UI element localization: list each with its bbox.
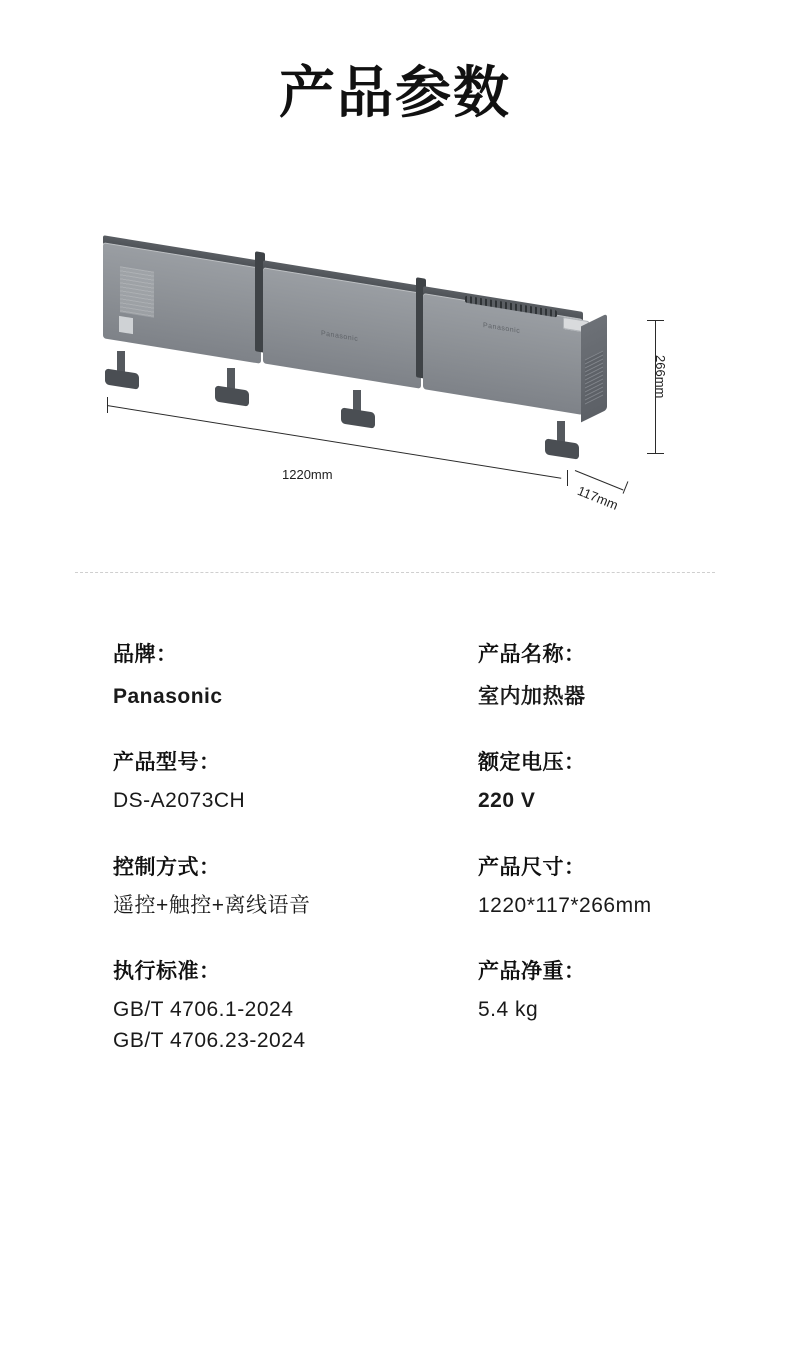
brand-mark-right: Panasonic [483,321,521,336]
spec-row [113,638,733,712]
spec-label-dimensions: 产品尺寸： [478,855,586,879]
spec-cell-brand [113,638,478,712]
depth-tick-right [623,481,629,493]
spec-row [113,851,733,921]
spec-row [113,746,733,816]
spec-value-product-name: 室内加热器 [478,685,586,708]
side-vent-slots [585,351,603,406]
depth-dimension-label: 117mm [575,483,621,513]
heater-graphic [75,225,635,465]
page-title: 产品参数 [279,61,511,124]
product-illustration [75,225,715,525]
spec-label-product-name: 产品名称： [478,643,586,666]
spec-label-control-method: 控制方式： [113,855,221,879]
spec-label-brand: 品牌： [113,643,178,666]
width-tick-right [567,470,568,486]
spec-cell-model [113,746,478,816]
rating-label-sticker-secondary [119,316,133,334]
foot-base-2 [215,385,249,406]
spec-cell-standard [113,955,478,1056]
spec-label-voltage: 额定电压： [478,751,586,775]
height-dimension-label: 266mm [653,355,668,399]
rating-label-sticker [120,266,154,318]
spec-label-standard: 执行标准： [113,960,221,984]
spec-value-standard-2: GB/T 4706.23-2024 [113,1028,306,1052]
spec-value-model: DS-A2073CH [113,789,246,813]
spec-cell-voltage [478,746,733,816]
brand-mark-middle: Panasonic [321,329,359,344]
spec-value-brand: Panasonic [113,685,223,708]
spec-value-standard-1: GB/T 4706.1-2024 [113,998,294,1022]
spec-label-model: 产品型号： [113,751,221,775]
spec-value-voltage: 220 V [478,789,536,813]
spec-value-dimensions: 1220*117*266mm [478,893,652,917]
spec-cell-dimensions [478,851,733,921]
spec-value-net-weight: 5.4 kg [478,998,539,1022]
spec-row [113,955,733,1056]
height-tick-bottom [647,453,664,454]
spec-label-net-weight: 产品净重： [478,960,586,984]
spec-value-control-method: 遥控+触控+离线语音 [113,893,311,917]
foot-base-1 [105,368,139,389]
spec-cell-product-name [478,638,733,712]
section-divider [75,572,715,573]
spec-cell-net-weight [478,955,733,1056]
foot-base-3 [341,407,375,428]
width-dimension-label: 1220mm [282,467,333,482]
foot-base-4 [545,438,579,459]
spec-cell-control-method [113,851,478,921]
specifications-table [113,638,733,1090]
